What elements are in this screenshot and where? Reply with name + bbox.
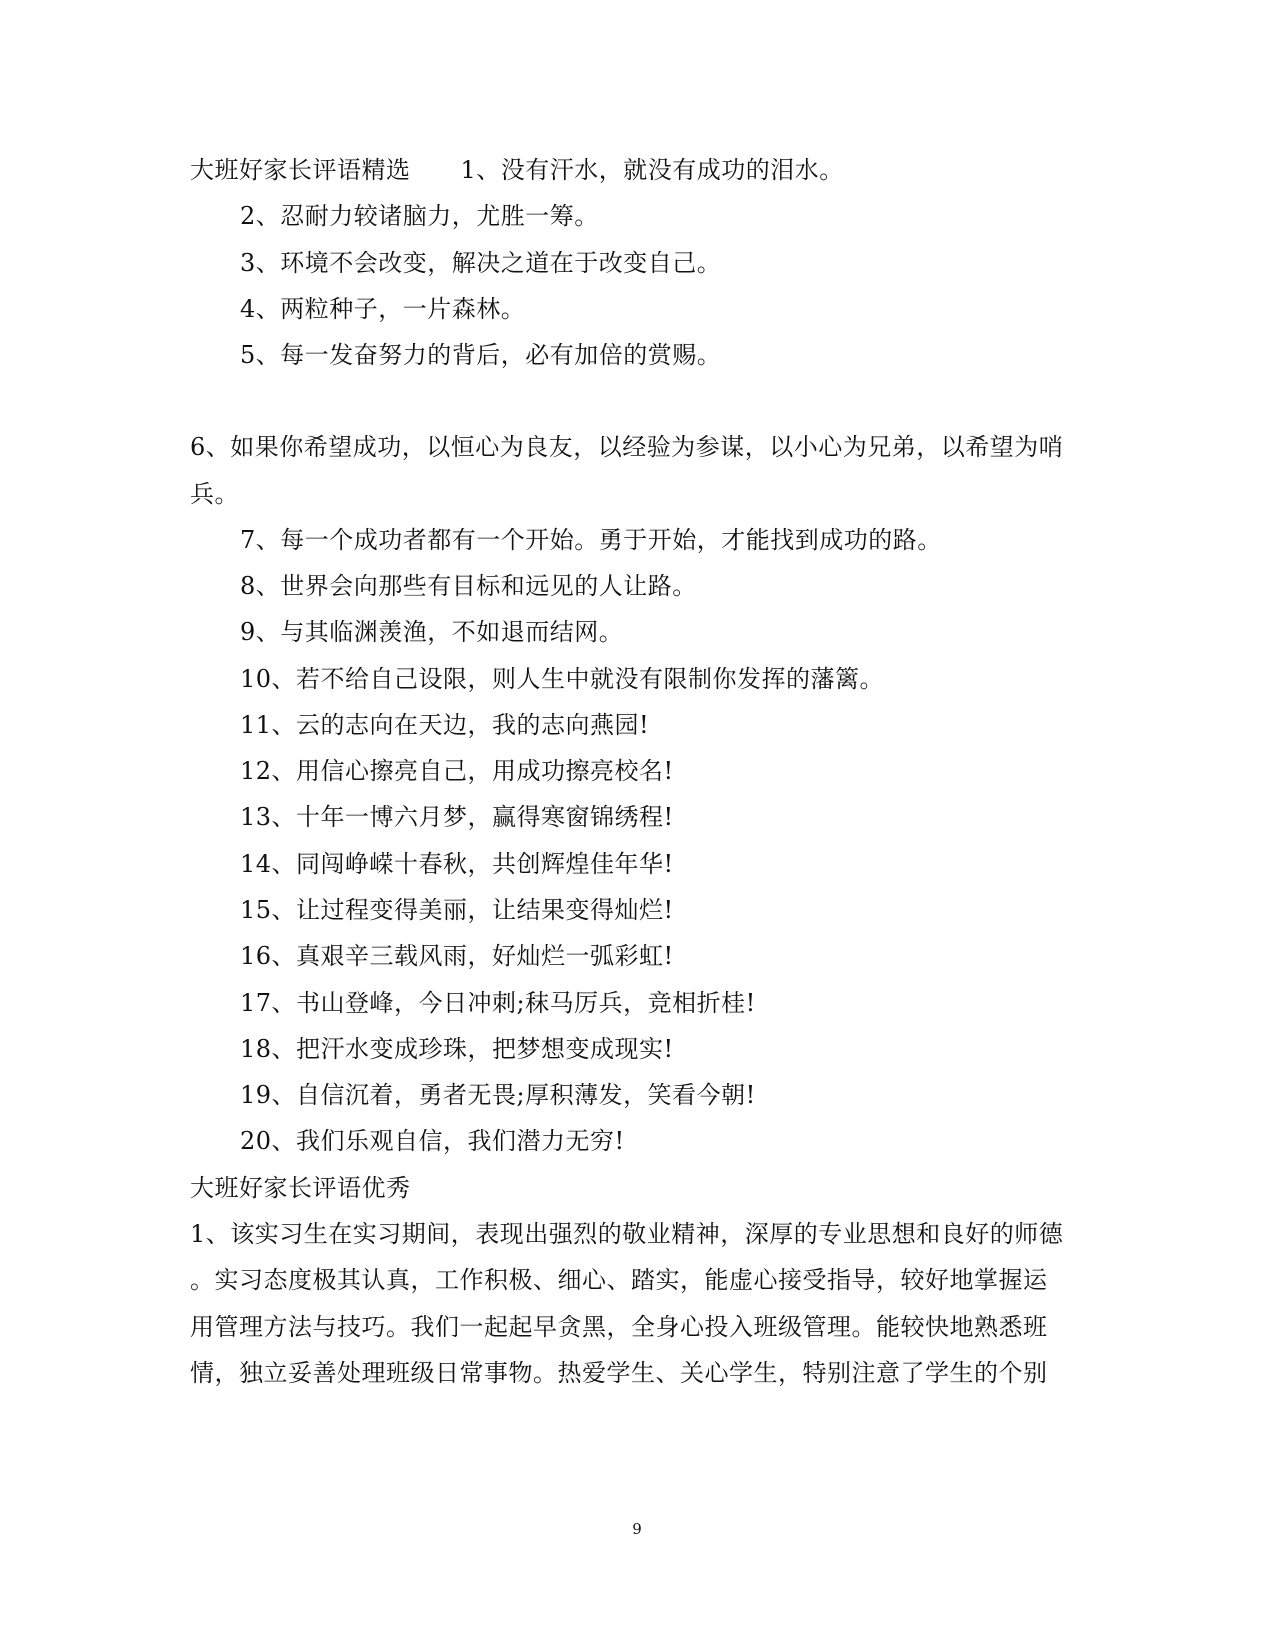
list-item-6-continued: 兵。 xyxy=(190,480,239,508)
page-number: 9 xyxy=(632,1520,642,1538)
list-item-14: 14、同闯峥嵘十春秋，共创辉煌佳年华! xyxy=(240,850,674,878)
paragraph-line-3: 用管理方法与技巧。我们一起起早贪黑，全身心投入班级管理。能较快地熟悉班 xyxy=(190,1313,1048,1341)
list-item-11: 11、云的志向在天边，我的志向燕园! xyxy=(240,711,650,739)
list-item-12: 12、用信心擦亮自己，用成功擦亮校名! xyxy=(240,757,674,785)
list-item-6: 6、如果你希望成功，以恒心为良友，以经验为参谋，以小心为兄弟，以希望为哨 xyxy=(190,433,1064,461)
paragraph-line-1: 1、该实习生在实习期间，表现出强烈的敬业精神，深厚的专业思想和良好的师德 xyxy=(190,1220,1064,1248)
list-item-7: 7、每一个成功者都有一个开始。勇于开始，才能找到成功的路。 xyxy=(240,526,942,554)
list-item-5: 5、每一发奋努力的背后，必有加倍的赏赐。 xyxy=(240,341,722,369)
section1-title-row xyxy=(190,155,844,185)
list-item-10: 10、若不给自己设限，则人生中就没有限制你发挥的藩篱。 xyxy=(240,665,885,693)
list-item-16: 16、真艰辛三载风雨，好灿烂一弧彩虹! xyxy=(240,942,674,970)
paragraph-line-4: 情，独立妥善处理班级日常事物。热爱学生、关心学生，特别注意了学生的个别 xyxy=(190,1359,1048,1387)
list-item-9: 9、与其临渊羡渔，不如退而结网。 xyxy=(240,618,624,646)
list-item-2: 2、忍耐力较诸脑力，尤胜一筹。 xyxy=(240,202,599,230)
list-item-8: 8、世界会向那些有目标和远见的人让路。 xyxy=(240,572,697,600)
section1-title: 大班好家长评语精选 xyxy=(190,156,411,184)
list-item-18: 18、把汗水变成珍珠，把梦想变成现实! xyxy=(240,1035,674,1063)
list-item-15: 15、让过程变得美丽，让结果变得灿烂! xyxy=(240,896,674,924)
list-item-17: 17、书山登峰，今日冲刺;秣马厉兵，竞相折桂! xyxy=(240,989,756,1017)
list-item-19: 19、自信沉着，勇者无畏;厚积薄发，笑看今朝! xyxy=(240,1081,756,1109)
list-item-20: 20、我们乐观自信，我们潜力无穷! xyxy=(240,1127,625,1155)
section2-title: 大班好家长评语优秀 xyxy=(190,1174,411,1202)
paragraph-line-2: 。实习态度极其认真，工作积极、细心、踏实，能虚心接受指导，较好地掌握运 xyxy=(190,1266,1048,1294)
list-item-4: 4、两粒种子，一片森林。 xyxy=(240,295,526,323)
list-item-3: 3、环境不会改变，解决之道在于改变自己。 xyxy=(240,249,722,277)
list-item-13: 13、十年一博六月梦，赢得寒窗锦绣程! xyxy=(240,803,674,831)
list-item-1: 1、没有汗水，就没有成功的泪水。 xyxy=(460,156,844,184)
